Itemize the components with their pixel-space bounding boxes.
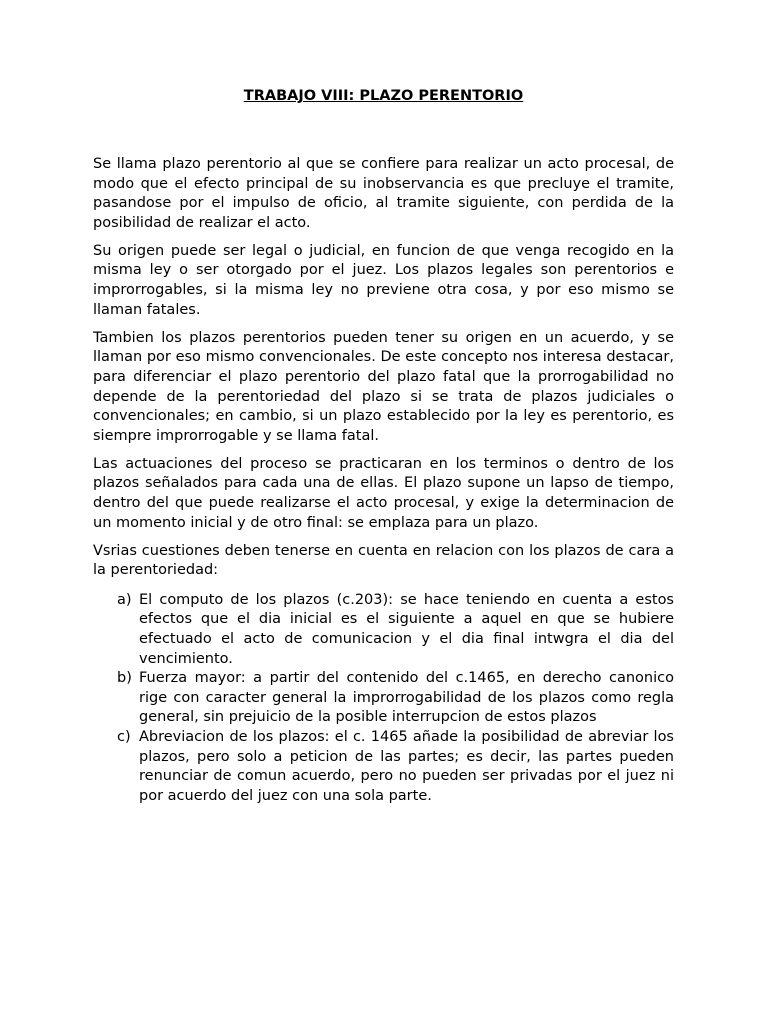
list-item: [93, 669, 674, 728]
list-marker: c): [117, 729, 131, 746]
paragraph-cuestiones: Vsrias cuestiones deben tenerse en cuenta en relacion con los plazos de cara a la perentoriedad:: [93, 542, 674, 579]
paragraph-conventional: Tambien los plazos perentorios pueden tener su origen en un acuerdo, y se llaman por eso mismo convencionales. De este concepto nos interesa destacar, para diferenciar el plazo perentorio del plazo fatal que la prorrogabilidad no depende de la perentoriedad del plazo si se trata de plazos judiciales o convencionales; en cambio, si un plazo establecido por la ley es perentorio, es siempre improrrogable y se llama fatal.: [93, 329, 674, 444]
list-item-text: El computo de los plazos (c.203): se hace teniendo en cuenta a estos efectos que el dia inicial es el siguiente a aquel en que se hubiere efectuado el acto de comunicacion y el dia final intwgra el dia del vencimiento.: [139, 591, 674, 667]
list-marker: a): [117, 591, 132, 608]
document-page: [93, 86, 674, 806]
paragraph-definition: Se llama plazo perentorio al que se confiere para realizar un acto procesal, de modo que el efecto principal de su inobservancia es que precluye el tramite, pasandose por el impulso de oficio, al tramite siguiente, con perdida de la posibilidad de realizar el acto.: [93, 156, 674, 231]
document-title: TRABAJO VIII: PLAZO PERENTORIO: [243, 88, 524, 104]
paragraph-origin: Su origen puede ser legal o judicial, en funcion de que venga recogido en la misma ley o ser otorgado por el juez. Los plazos legales son perentorios e improrrogables, si la misma ley no previene otra cosa, y por eso mismo se llaman fatales.: [93, 242, 674, 318]
list-item: [93, 591, 674, 669]
list-item-text: Fuerza mayor: a partir del contenido del c.1465, en derecho canonico rige con caracter general la improrrogabilidad de los plazos como regla general, sin prejuicio de la posible interrupcion de estos plazos: [139, 670, 674, 726]
list-item-text: Abreviacion de los plazos: el c. 1465 añade la posibilidad de abreviar los plazos, pero solo a peticion de las partes; es decir, las partes pueden renunciar de comun acuerdo, pero no pueden ser privadas por el juez ni por acuerdo del juez con una sola parte.: [139, 729, 674, 804]
paragraph-actuaciones: Las actuaciones del proceso se practicaran en los terminos o dentro de los plazos señalados para cada una de ellas. El plazo supone un lapso de tiempo, dentro del que puede realizarse el acto procesal, y exige la determinacion de un momento inicial y de otro final: se emplaza para un plazo.: [93, 455, 674, 531]
list-marker: b): [117, 670, 132, 687]
list-item: [93, 728, 674, 806]
issues-list: [93, 591, 674, 807]
